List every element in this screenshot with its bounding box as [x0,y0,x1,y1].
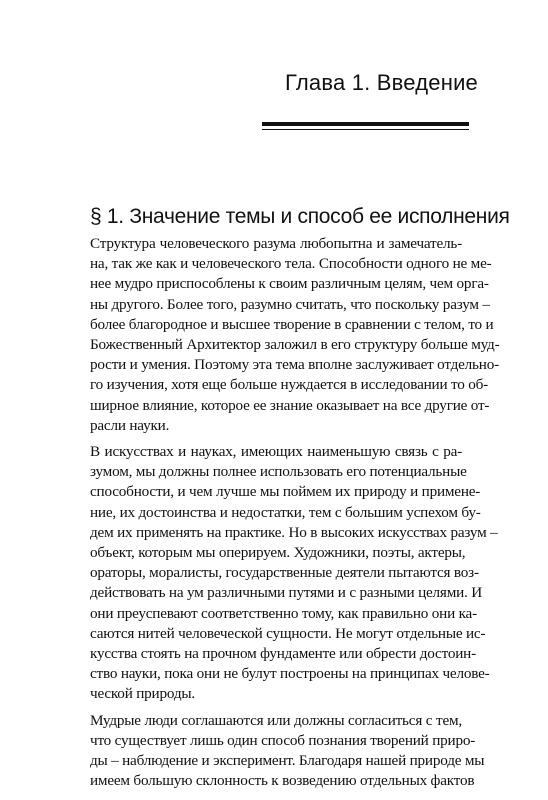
text-line: ширное влияние, которое ее знание оказывает на все другие от- [90,396,490,414]
text-line: ны другого. Более того, разумно считать, что поскольку разум – [90,295,490,313]
text-line: на, так же как и человеческого тела. Способности одного не ме- [90,255,492,273]
text-line: зумом, мы должны полнее использовать его потенциальные [90,463,467,481]
text-line: ораторы, моралисты, государственные деятели пытаются воз- [90,564,479,582]
text-line: что существует лишь один способ познания творений приро- [90,731,476,749]
text-line: дем их применять на практике. Но в высоких искусствах разум – [90,523,498,541]
text-line: нее мудро приспособлены к своим различным целям, чем орга- [90,275,489,293]
paragraph [90,234,500,436]
chapter-rule-thin [262,129,469,130]
text-line: кусства стоять на прочном фундаменте или обрести достоин- [90,645,476,663]
body-text [90,234,500,791]
text-line: способности, и чем лучше мы поймем их природу и примене- [90,483,481,501]
text-line: Структура человеческого разума любопытна и замечатель- [90,235,462,252]
text-line: ческой природы. [90,685,195,703]
chapter-title: Глава 1. Введение [284,70,478,95]
text-line: саются нитей человеческой сущности. Не могут отдельные ис- [90,624,486,642]
text-line: рости и умения. Поэтому эта тема вполне заслуживает отдельно- [90,356,499,374]
text-line: действовать на ум различными путями и с разными целями. И [90,584,483,602]
text-line: более благородное и высшее творение в сравнении с телом, то и [90,315,494,333]
text-line: ды – наблюдение и эксперимент. Благодаря нашей природе мы [90,752,485,770]
text-line: В искусствах и науках, имеющих наименьшую связь с ра- [90,443,462,461]
text-line: ние, их достоинства и недостатки, тем с большим успехом бу- [90,503,481,521]
text-line: они преуспевают соответственно тому, как правильно они ка- [90,604,477,622]
chapter-rule-thick [262,122,469,126]
text-line: имеем большую склонность к возведению отдельных фактов [90,772,475,790]
text-line: объект, которым мы оперируем. Художники, поэты, актеры, [90,544,466,562]
text-line: Божественный Архитектор заложил в его структуру больше муд- [90,336,500,354]
text-line: го изучения, хотя еще больше нуждается в исследовании то об- [90,376,489,394]
paragraph [90,711,485,792]
text-line: Мудрые люди соглашаются или должны согласиться с тем, [90,711,462,729]
section-heading: § 1. Значение темы и способ ее исполнения [90,205,510,228]
text-line: ство науки, пока они не булут построены на принципах челове- [90,665,490,683]
text-line: расли науки. [90,416,170,434]
paragraph [90,442,498,705]
